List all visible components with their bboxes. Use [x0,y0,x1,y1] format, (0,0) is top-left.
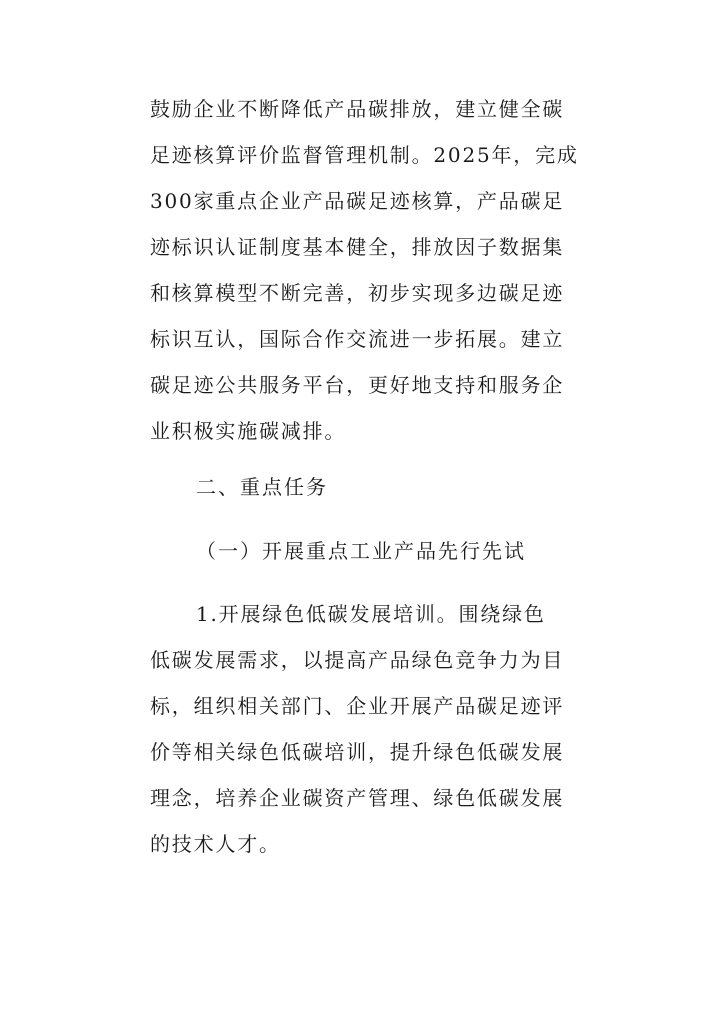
text-line: 标，组织相关部门、企业开展产品碳足迹评 [150,694,565,718]
text-line: 迹标识认证制度基本健全，排放因子数据集 [150,235,565,259]
text-line: 鼓励企业不断降低产品碳排放，建立健全碳 [150,97,565,121]
text-line: 的技术人才。 [150,832,281,856]
text-line: 300家重点企业产品碳足迹核算，产品碳足 [150,189,565,213]
text-line: 1.开展绿色低碳发展培训。围绕绿色 [196,602,546,626]
text-line: 足迹核算评价监督管理机制。2025年，完成 [150,143,579,167]
text-line: 低碳发展需求，以提高产品绿色竞争力为目 [150,648,565,672]
text-line: 业积极实施碳减排。 [150,419,347,443]
section-heading: 二、重点任务 [196,475,328,499]
text-line: 和核算模型不断完善，初步实现多边碳足迹 [150,281,565,305]
text-line: 标识互认，国际合作交流进一步拓展。建立 [150,327,565,351]
subsection-heading: （一）开展重点工业产品先行先试 [196,539,526,563]
text-line: 碳足迹公共服务平台，更好地支持和服务企 [150,373,565,397]
text-line: 理念，培养企业碳资产管理、绿色低碳发展 [150,786,565,810]
text-line: 价等相关绿色低碳培训，提升绿色低碳发展 [150,740,565,764]
